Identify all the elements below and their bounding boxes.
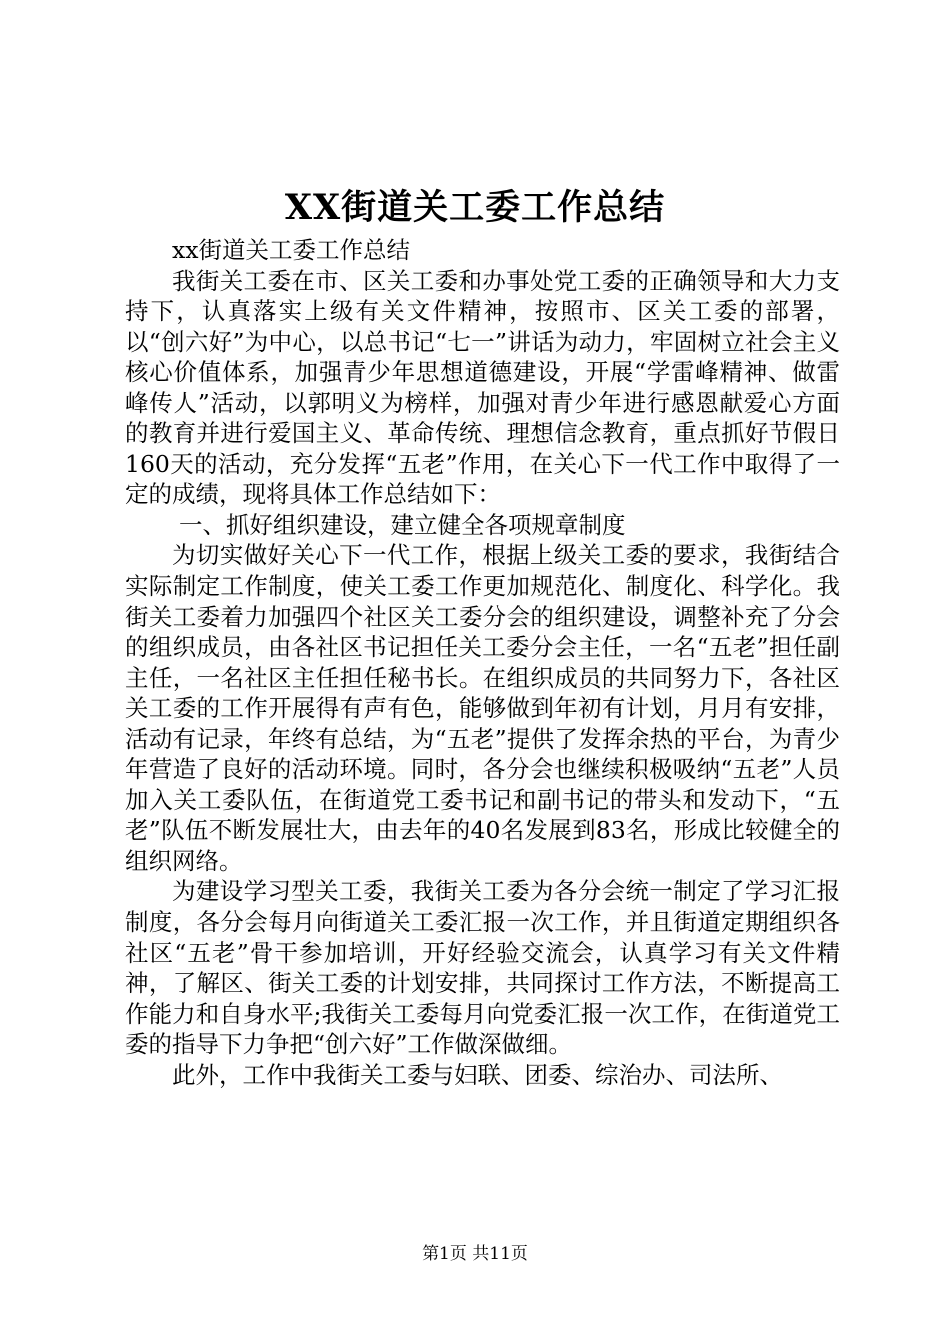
- body-paragraph: 此外，工作中我街关工委与妇联、团委、综治办、司法所、: [172, 1060, 783, 1089]
- document-title: XX街道关工委工作总结: [284, 187, 666, 228]
- intro-paragraph: 我街关工委在市、区关工委和办事处党工委的正确领导和大力支持下，认真落实上级有关文件精神，按照市、区关工委的部署，以“创六好”为中心，以总书记“七一”讲话为动力，牢固树立社会主义核心价值体系，加强青少年思想道德建设，开展“学雷峰精神、做雷峰传人”活动，以郭明义为榜样，加强对青少年进行感恩献爱心方面的教育并进行爱国主义、革命传统、理想信念教育，重点抓好节假日160天的活动，充分发挥“五老”作用，在关心下一代工作中取得了一定的成绩，现将具体工作总结如下：: [125, 266, 840, 509]
- body-paragraph: 为建设学习型关工委，我街关工委为各分会统一制定了学习汇报制度，各分会每月向街道关工委汇报一次工作，并且街道定期组织各社区“五老”骨干参加培训，开好经验交流会，认真学习有关文件精神，了解区、街关工委的计划安排，共同探讨工作方法，不断提高工作能力和自身水平;我街关工委每月向党委汇报一次工作，在街道党工委的指导下力争把“创六好”工作做深做细。: [125, 877, 840, 1059]
- document-body: [125, 235, 840, 1090]
- section-heading: 一、抓好组织建设，建立健全各项规章制度: [179, 510, 626, 539]
- page-footer: 第1页 共11页: [422, 1244, 528, 1264]
- subtitle-paragraph: xx街道关工委工作总结: [172, 236, 411, 264]
- body-paragraph: 为切实做好关心下一代工作，根据上级关工委的要求，我街结合实际制定工作制度，使关工委工作更加规范化、制度化、科学化。我街关工委着力加强四个社区关工委分会的组织建设，调整补充了分会的组织成员，由各社区书记担任关工委分会主任，一名“五老”担任副主任，一名社区主任担任秘书长。在组织成员的共同努力下，各社区关工委的工作开展得有声有色，能够做到年初有计划，月月有安排，活动有记录，年终有总结，为“五老”提供了发挥余热的平台，为青少年营造了良好的活动环境。同时，各分会也继续积极吸纳“五老”人员加入关工委队伍，在街道党工委书记和副书记的带头和发动下，“五老”队伍不断发展壮大，由去年的40名发展到83名，形成比较健全的组织网络。: [125, 541, 840, 875]
